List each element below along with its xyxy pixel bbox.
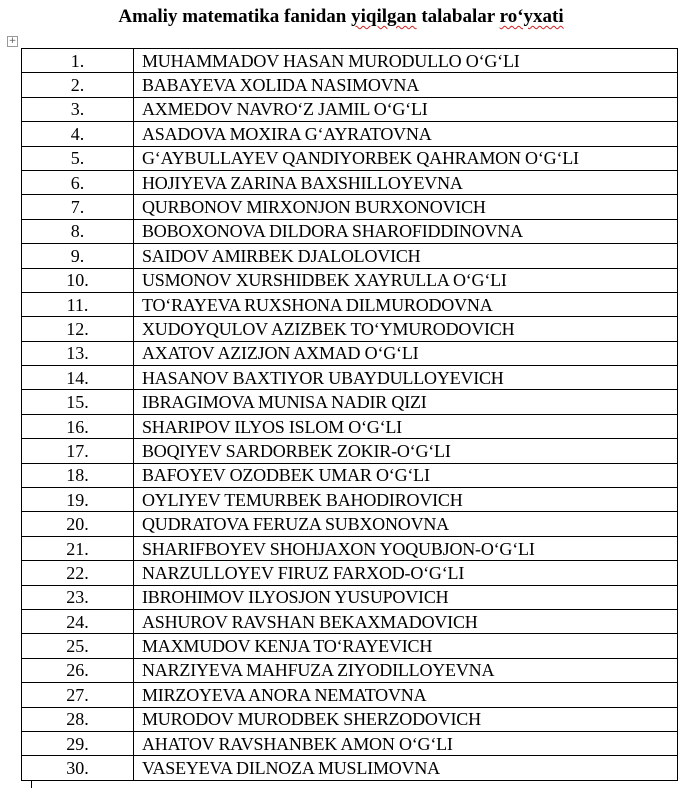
student-name-cell[interactable]: MUHAMMADOV HASAN MURODULLO O‘G‘LI (134, 49, 678, 73)
student-name-cell[interactable]: AXATOV AZIZJON AXMAD O‘G‘LI (134, 341, 678, 365)
row-number-cell[interactable]: 25. (22, 634, 134, 658)
table-row (22, 634, 678, 658)
table-row (22, 561, 678, 585)
student-name-cell[interactable]: AHATOV RAVSHANBEK AMON O‘G‘LI (134, 731, 678, 755)
row-number-cell[interactable]: 30. (22, 756, 134, 780)
table-row (22, 414, 678, 438)
table-row (22, 170, 678, 194)
table-row (22, 73, 678, 97)
row-number-cell[interactable]: 1. (22, 49, 134, 73)
row-number-cell[interactable]: 10. (22, 268, 134, 292)
row-number-cell[interactable]: 27. (22, 683, 134, 707)
student-name-cell[interactable]: MIRZOYEVA ANORA NEMATOVNA (134, 683, 678, 707)
student-name-cell[interactable]: SHARIPOV ILYOS ISLOM O‘G‘LI (134, 414, 678, 438)
row-number-cell[interactable]: 22. (22, 561, 134, 585)
table-row (22, 219, 678, 243)
table-row (22, 146, 678, 170)
table-row (22, 683, 678, 707)
row-number-cell[interactable]: 19. (22, 488, 134, 512)
table-row (22, 292, 678, 316)
student-name-cell[interactable]: AXMEDOV NAVRO‘Z JAMIL O‘G‘LI (134, 97, 678, 121)
table-row (22, 756, 678, 780)
table-row (22, 512, 678, 536)
student-name-cell[interactable]: QURBONOV MIRXONJON BURXONOVICH (134, 195, 678, 219)
table-row (22, 731, 678, 755)
table-row (22, 244, 678, 268)
student-name-cell[interactable]: IBRAGIMOVA MUNISA NADIR QIZI (134, 390, 678, 414)
table-row (22, 341, 678, 365)
student-name-cell[interactable]: ASADOVA MOXIRA G‘AYRATOVNA (134, 122, 678, 146)
row-number-cell[interactable]: 20. (22, 512, 134, 536)
row-number-cell[interactable]: 24. (22, 609, 134, 633)
student-name-cell[interactable]: TO‘RAYEVA RUXSHONA DILMURODOVNA (134, 292, 678, 316)
student-name-cell[interactable]: SAIDOV AMIRBEK DJALOLOVICH (134, 244, 678, 268)
row-number-cell[interactable]: 12. (22, 317, 134, 341)
row-number-cell[interactable]: 7. (22, 195, 134, 219)
title-text-part4-misspelled: ro‘yxati (499, 6, 564, 27)
student-name-cell[interactable]: BOQIYEV SARDORBEK ZOKIR-O‘G‘LI (134, 439, 678, 463)
student-name-cell[interactable]: IBROHIMOV ILYOSJON YUSUPOVICH (134, 585, 678, 609)
student-name-cell[interactable]: NARZIYEVA MAHFUZA ZIYODILLOYEVNA (134, 658, 678, 682)
row-number-cell[interactable]: 21. (22, 536, 134, 560)
title-text-part3: talabalar (416, 6, 500, 27)
student-name-cell[interactable]: MAXMUDOV KENJA TO‘RAYEVICH (134, 634, 678, 658)
row-number-cell[interactable]: 9. (22, 244, 134, 268)
table-move-handle-icon[interactable]: + (8, 36, 17, 46)
student-name-cell[interactable]: HOJIYEVA ZARINA BAXSHILLOYEVNA (134, 170, 678, 194)
student-roster-table (21, 48, 678, 781)
document-title (0, 6, 682, 28)
table-row (22, 536, 678, 560)
row-number-cell[interactable]: 3. (22, 97, 134, 121)
table-row (22, 609, 678, 633)
row-number-cell[interactable]: 5. (22, 146, 134, 170)
student-name-cell[interactable]: OYLIYEV TEMURBEK BAHODIROVICH (134, 488, 678, 512)
table-row (22, 390, 678, 414)
text-cursor-mark (31, 781, 32, 788)
table-row (22, 268, 678, 292)
student-name-cell[interactable]: MURODOV MURODBEK SHERZODOVICH (134, 707, 678, 731)
student-name-cell[interactable]: NARZULLOYEV FIRUZ FARXOD-O‘G‘LI (134, 561, 678, 585)
row-number-cell[interactable]: 4. (22, 122, 134, 146)
row-number-cell[interactable]: 16. (22, 414, 134, 438)
title-text-part1: Amaliy matematika fanidan (118, 6, 352, 27)
row-number-cell[interactable]: 13. (22, 341, 134, 365)
table-row (22, 463, 678, 487)
table-row (22, 707, 678, 731)
student-name-cell[interactable]: ASHUROV RAVSHAN BEKAXMADOVICH (134, 609, 678, 633)
row-number-cell[interactable]: 14. (22, 366, 134, 390)
student-name-cell[interactable]: HASANOV BAXTIYOR UBAYDULLOYEVICH (134, 366, 678, 390)
table-row (22, 49, 678, 73)
student-roster-body (22, 49, 678, 781)
row-number-cell[interactable]: 26. (22, 658, 134, 682)
title-text-part2-misspelled: yiqilgan (351, 6, 417, 27)
table-row (22, 317, 678, 341)
student-name-cell[interactable]: QUDRATOVA FERUZA SUBXONOVNA (134, 512, 678, 536)
student-name-cell[interactable]: BOBOXONOVA DILDORA SHAROFIDDINOVNA (134, 219, 678, 243)
table-row (22, 439, 678, 463)
student-name-cell[interactable]: VASEYEVA DILNOZA MUSLIMOVNA (134, 756, 678, 780)
table-row (22, 658, 678, 682)
row-number-cell[interactable]: 23. (22, 585, 134, 609)
table-row (22, 195, 678, 219)
row-number-cell[interactable]: 28. (22, 707, 134, 731)
student-name-cell[interactable]: SHARIFBOYEV SHOHJAXON YOQUBJON-O‘G‘LI (134, 536, 678, 560)
row-number-cell[interactable]: 2. (22, 73, 134, 97)
student-name-cell[interactable]: BABAYEVA XOLIDA NASIMOVNA (134, 73, 678, 97)
student-name-cell[interactable]: XUDOYQULOV AZIZBEK TO‘YMURODOVICH (134, 317, 678, 341)
row-number-cell[interactable]: 11. (22, 292, 134, 316)
table-row (22, 585, 678, 609)
row-number-cell[interactable]: 17. (22, 439, 134, 463)
table-row (22, 366, 678, 390)
table-row (22, 488, 678, 512)
row-number-cell[interactable]: 6. (22, 170, 134, 194)
row-number-cell[interactable]: 8. (22, 219, 134, 243)
student-name-cell[interactable]: BAFOYEV OZODBEK UMAR O‘G‘LI (134, 463, 678, 487)
student-name-cell[interactable]: G‘AYBULLAYEV QANDIYORBEK QAHRAMON O‘G‘LI (134, 146, 678, 170)
row-number-cell[interactable]: 15. (22, 390, 134, 414)
table-row (22, 122, 678, 146)
row-number-cell[interactable]: 29. (22, 731, 134, 755)
student-name-cell[interactable]: USMONOV XURSHIDBEK XAYRULLA O‘G‘LI (134, 268, 678, 292)
table-row (22, 97, 678, 121)
row-number-cell[interactable]: 18. (22, 463, 134, 487)
